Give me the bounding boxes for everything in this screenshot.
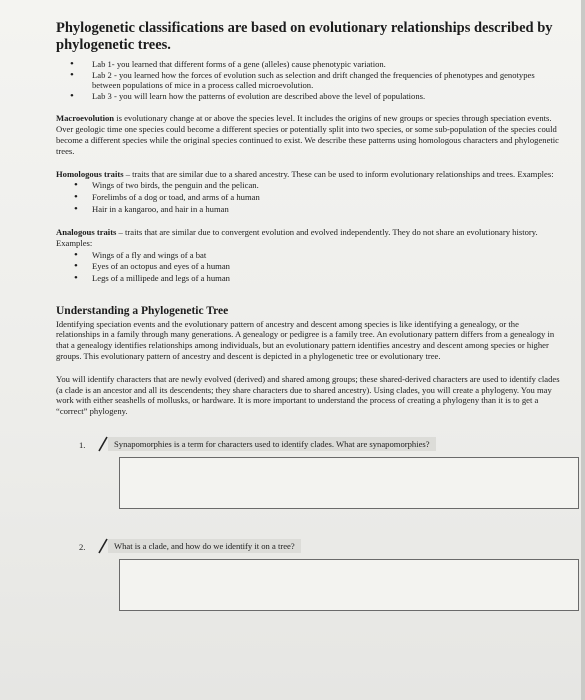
analogous-text: – traits that are similar due to convergent evolution and evolved independently. They do not share an evolutionary history. Examples: [56, 227, 538, 248]
list-item: • Eyes of an octopus and eyes of a human [56, 261, 564, 273]
lab-item: • Lab 3 - you will learn how the patterns of evolution are described above the level of populations. [56, 91, 564, 102]
question-number: 1. [79, 439, 86, 450]
list-item: • Wings of two birds, the penguin and the pelican. [56, 180, 564, 192]
list-item: • Forelimbs of a dog or toad, and arms of a human [56, 192, 564, 204]
macroevolution-text: is evolutionary change at or above the species level. It includes the origins of new groups or species through speciation events. Over geologic time one species could become a different species or potentially split into two species, or some sub-population of the species could become a different species while the original species continued to exist. We describe these patterns using homologous characters and phylogenetic trees. [56, 113, 559, 156]
analogous-examples [56, 250, 564, 285]
list-item: • Hair in a kangaroo, and hair in a human [56, 204, 564, 216]
homologous-term: Homologous traits [56, 168, 124, 179]
list-item: • Wings of a fly and wings of a bat [56, 250, 564, 262]
analogous-paragraph [56, 227, 564, 249]
answer-box[interactable] [119, 559, 579, 611]
question-text: What is a clade, and how do we identify it on a tree? [108, 539, 301, 553]
page-title: Phylogenetic classifications are based on evolutionary relationships described by phylogenetic trees. [56, 20, 553, 53]
question-1 [56, 439, 564, 519]
lab-item: • Lab 1- you learned that different forms of a gene (alleles) cause phenotypic variation. [56, 59, 564, 70]
homologous-text: – traits that are similar due to a shared ancestry. These can be used to inform evolutionary relationships and trees. Examples: [123, 168, 554, 179]
question-number: 2. [79, 541, 86, 552]
macroevolution-term: Macroevolution [56, 113, 115, 124]
identify-paragraph: You will identify characters that are newly evolved (derived) and shared among groups; these shared-derived characters are used to identify clades (a clade is an ancestor and all its descendents; they share characters due to shared ancestry). Using clades, you will create a phylogeny. You may work with either seashells of mollusks, or hardware. It is more important to understand the process of creating a phylogeny than it is to get a “correct” phylogeny. [56, 373, 560, 417]
homologous-examples [56, 180, 564, 215]
section-heading: Understanding a Phylogenetic Tree [56, 304, 229, 317]
understanding-paragraph: Identifying speciation events and the evolutionary pattern of ancestry and descent among species is like identifying a genealogy, or the relationships in a family through many generations. A genealogy or pedigree is a family tree. An evolutionary pattern differs from a genealogy in that a genealogy identifies relationships among individuals, but an evolutionary pattern identifies ancestry and descent among species or higher groups. This evolutionary pattern of ancestry and descent is depicted in a phylogenetic tree or evolutionary tree. [56, 318, 555, 361]
question-2 [56, 541, 564, 621]
question-text: Synapomorphies is a term for characters used to identify clades. What are synapomorphies? [108, 437, 436, 451]
worksheet-content [56, 20, 564, 621]
macroevolution-paragraph [56, 113, 564, 156]
analogous-term: Analogous traits [56, 227, 117, 238]
homologous-paragraph [56, 169, 564, 180]
list-item: • Legs of a millipede and legs of a human [56, 273, 564, 285]
lab-list [56, 59, 564, 101]
lab-item: • Lab 2 - you learned how the forces of evolution such as selection and drift changed the frequencies of phenotypes and genotypes between populations of mice in a process called microevolution. [56, 70, 564, 91]
answer-box[interactable] [119, 457, 579, 509]
page-edge [581, 0, 585, 700]
